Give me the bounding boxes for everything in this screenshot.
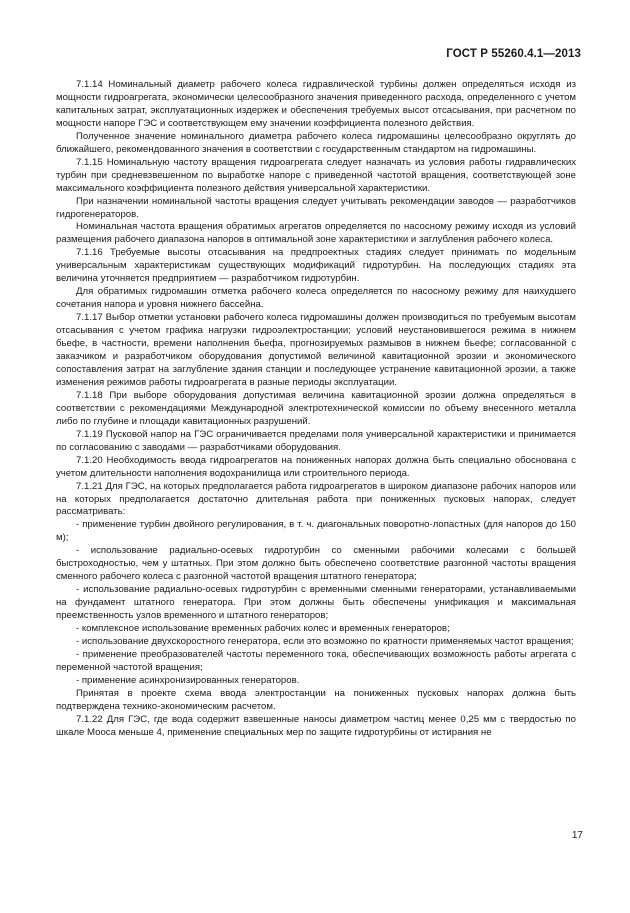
paragraph-7-1-17: 7.1.17 Выбор отметки установки рабочего колеса гидромашины должен производиться по требуемым высотам отсасывания с учетом графика нагрузки гидроэлектростанции; условий неустановившегося режима в нижнем бьефе, в частности, времени наполнения бьефа, прогнозируемых размывов в нижнем бьефе; согласованной с заказчиком и разработчиком оборудования допустимой величиной кавитационной эрозии и экономического сопоставления затрат на заглубление здания станции и последующее устранение кавитационной эрозии, а также изменения режимов работы гидроагрегата в разные периоды эксплуатации. — [56, 312, 576, 388]
paragraph-7-1-16: 7.1.16 Требуемые высоты отсасывания на предпроектных стадиях следует принимать по модельным универсальным характеристикам существующих модификаций гидротурбин. На последующих стадиях эта величина уточняется предприятием — разработчиком гидротурбин. — [56, 247, 576, 285]
list-item: - использование радиально-осевых гидротурбин со сменными рабочими колесами с большей быстроходностью, чем у штатных. При этом должно быть обеспечено соответствие разгонной частоты вращения сменного рабочего колеса с разгонной частотой вращения штатного генератора; — [56, 545, 576, 583]
list-item: - применение турбин двойного регулирования, в т. ч. диагональных поворотно-лопастных (для напоров до 150 м); — [56, 519, 576, 544]
standard-designation: ГОСТ Р 55260.4.1—2013 — [446, 48, 581, 60]
paragraph-7-1-21: 7.1.21 Для ГЭС, на которых предполагается работа гидроагрегатов в широком диапазоне рабочих напоров или на которых предполагается достаточно длительная работа при пониженных пусковых напорах, следует рассматривать: — [56, 480, 576, 518]
list-item: - использование радиально-осевых гидротурбин с временными сменными генераторами, устанавливаемыми на фундамент штатного генератора. При этом должны быть обеспечены унификация и максимальная преемственность узлов временного и штатного генераторов; — [56, 584, 576, 622]
paragraph-7-1-20: 7.1.20 Необходимость ввода гидроагрегатов на пониженных напорах должна быть специально обоснована с учетом длительности наполнения водохранилища или строительного периода. — [56, 454, 576, 479]
list-item: - применение преобразователей частоты переменного тока, обеспечивающих возможность работы агрегата с переменной частотой вращения; — [56, 648, 576, 673]
body-text — [56, 79, 576, 740]
paragraph: Полученное значение номинального диаметра рабочего колеса гидромашины целесообразно округлять до ближайшего, рекомендованного значения в соответствии с государственным стандартом на гидромашины. — [56, 130, 576, 155]
paragraph: Номинальная частота вращения обратимых агрегатов определяется по насосному режиму исходя из условий размещения рабочего диапазона напоров в оптимальной зоне характеристики и заглубления рабочего колеса. — [56, 221, 576, 246]
paragraph-7-1-18: 7.1.18 При выборе оборудования допустимая величина кавитационной эрозии должна определяться в соответствии с рекомендациями Международной электротехнической комиссии по объему внесенного металла либо по глубине и площади кавитационных разрушений. — [56, 389, 576, 427]
paragraph-7-1-19: 7.1.19 Пусковой напор на ГЭС ограничивается пределами поля универсальной характеристики и принимается по согласованию с заводами — разработчиками оборудования. — [56, 428, 576, 453]
paragraph-7-1-22: 7.1.22 Для ГЭС, где вода содержит взвешенные наносы диаметром частиц менее 0,25 мм с твердостью по шкале Мооса меньше 4, применение специальных мер по защите гидротурбины от истирания не — [56, 713, 576, 738]
paragraph-7-1-15: 7.1.15 Номинальную частоту вращения гидроагрегата следует назначать из условия работы гидравлических турбин при средневзвешенном по выработке напоре с приведенной частотой вращения, соответствующей зоне максимального коэффициента полезного действия универсальной характеристики. — [56, 156, 576, 194]
paragraph: При назначении номинальной частоты вращения следует учитывать рекомендации заводов — разработчиков гидрогенераторов. — [56, 195, 576, 220]
paragraph: Для обратимых гидромашин отметка рабочего колеса определяется по насосному режиму для наихудшего сочетания напора и уровня нижнего бассейна. — [56, 286, 576, 311]
list-item: - использование двухскоростного генератора, если это возможно по кратности применяемых частот вращения; — [76, 635, 574, 647]
list-item: - комплексное использование временных рабочих колес и временных генераторов; — [76, 623, 450, 635]
paragraph-7-1-14: 7.1.14 Номинальный диаметр рабочего колеса гидравлической турбины должен определяться исходя из мощности гидроагрегата, экономически целесообразного значения приведенного расхода, определенного с учетом капитальных затрат, эксплуатационных издержек и обеспечения требуемых высот отсасывания, при расчетном по мощности напоре ГЭС и соответствующем ему значении коэффициента полезного действия. — [56, 79, 576, 129]
paragraph: Принятая в проекте схема ввода электростанции на пониженных пусковых напорах должна быть подтверждена технико-экономическим расчетом. — [56, 687, 576, 712]
page-number: 17 — [571, 830, 583, 841]
list-item: - применение асинхронизированных генераторов. — [76, 674, 300, 686]
